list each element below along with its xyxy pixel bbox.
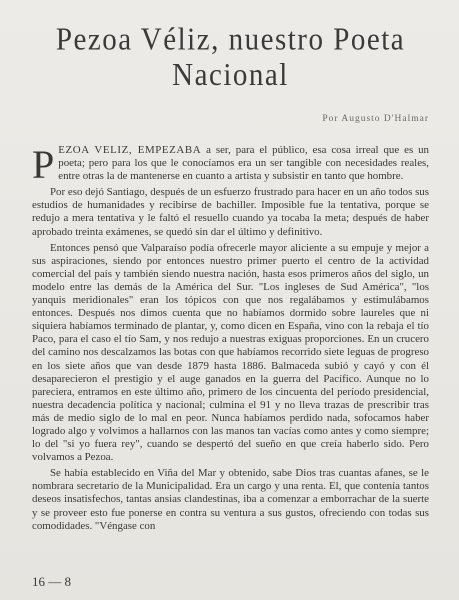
page-number: 16 — 8 bbox=[32, 574, 71, 589]
paragraph-2: Por eso dejó Santiago, después de un esfuerzo frustrado para hacer en un año todos sus estudios de humanidades y recibirse de bachiller. Imposible fue la tentativa, porque se redujo a mera tentativa y le faltó el resuello cuando ya tocaba la meta; después de haber aprobado treinta exámenes, se quedó sin dar el último y definitivo. bbox=[32, 186, 429, 238]
article-body bbox=[32, 144, 429, 533]
paragraph-3: Entonces pensó que Valparaíso podía ofrecerle mayor aliciente a su empuje y mejor a sus aspiraciones, siendo por entonces nuestro primer puerto el centro de la actividad comercial del país y también siendo nuestra nación, hasta esos primeros años del siglo, un modelo entre las demás de la América del Sur. "Los ingleses de Sud América", "los yanquis meridionales" eran los tópicos con que nos regalábamos y estimulábamos entonces. Después nos dimos cuenta que no habíamos dormido sobre laureles que ni siquiera habíamos terminado de plantar, y, como dicen en España, vino con la rebaja el tío Paco, para el caso el tío Sam, y nos redujo a nuestras exiguas proporciones. En un crucero del camino nos descalzamos las botas con que habíamos recorrido siete leguas de progreso en los siete años que van desde 1879 hasta 1886. Balmaceda subió y cayó y con él desaparecieron el prestigio y el auge ganados en la guerra del Pacífico. Aunque no lo pareciera, entramos en este último año, primero de los cincuenta del período presidencial, nuestra decadencia política y nacional; culmina el 91 y no lleva trazas de prescribir tras más de medio siglo de lo mal en peor. Nunca habíamos perdido nada, sofocamos haber logrado algo y volvimos a hallarnos con las manos tan vacías como antes y como siempre; lo del "si yo fuera rey", cuando se despertó del sueño en que creía haberlo sido. Pero volvamos a Pezoa. bbox=[32, 241, 429, 464]
paragraph-1-lead: EZOA VELIZ, EMPEZABA bbox=[58, 144, 202, 156]
paragraph-4: Se había establecido en Viña del Mar y obtenido, sabe Dios tras cuantas afanes, se le nombrara secretario de la Municipalidad. Era un cargo y una renta. El, que contenía tantos deseos insatisfechos, tantas ansias clandestinas, iba a comenzar a emborrachar de la suerte y se proveer esto fue ponerse en contra su ventura a sus gustos, ofreciendo con todas sus comodidades. "Véngase con bbox=[32, 467, 429, 532]
paragraph-1-text: a ser, para el público, esa cosa irreal que es un poeta; pero para los que le conocíamos era un ser tangible con necesidades reales, entre otras la de mantenerse en cuanto a artista y subsistir en tanto que hombre. bbox=[58, 144, 429, 183]
drop-cap: P bbox=[32, 142, 55, 187]
article-title: Pezoa Véliz, nuestro Poeta Nacional bbox=[55, 22, 406, 93]
article-byline: Por Augusto D'Halmar bbox=[322, 114, 429, 124]
paragraph-1 bbox=[32, 142, 429, 187]
